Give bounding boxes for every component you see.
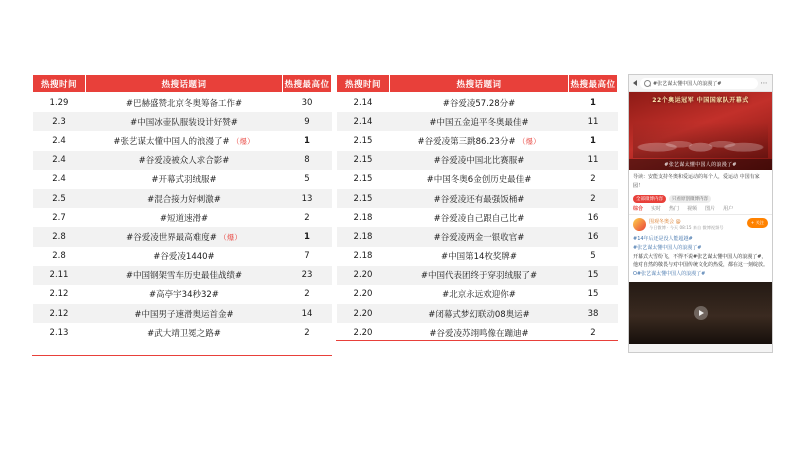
table-row bbox=[337, 189, 618, 208]
tab-热门[interactable]: 热门 bbox=[669, 206, 680, 212]
post-link[interactable]: O#张艺谋太懂中国人的浪漫了# bbox=[633, 271, 706, 277]
cell-rank: 13 bbox=[283, 189, 332, 208]
cell-rank: 9 bbox=[283, 112, 332, 131]
table-header-row bbox=[337, 75, 618, 93]
table-row bbox=[33, 112, 332, 131]
cell-date: 2.4 bbox=[33, 170, 86, 189]
tab-综合[interactable]: 综合 bbox=[633, 206, 644, 212]
cell-date: 2.12 bbox=[33, 304, 86, 323]
phone-screenshot bbox=[628, 74, 773, 353]
cell-rank: 2 bbox=[569, 189, 618, 208]
cell-date: 2.4 bbox=[33, 151, 86, 170]
cell-date: 2.20 bbox=[337, 285, 390, 304]
chip-original-weibo[interactable]: 只看原创微博内容 bbox=[669, 195, 711, 203]
cell-topic: #闭幕式梦幻联动08奥运# bbox=[390, 304, 569, 323]
table-row bbox=[33, 208, 332, 227]
cell-date: 2.15 bbox=[337, 170, 390, 189]
cell-date: 2.18 bbox=[337, 227, 390, 246]
avatar[interactable] bbox=[633, 218, 646, 231]
column-header-date: 热搜时间 bbox=[337, 75, 390, 93]
table-right-bottom-rule bbox=[336, 340, 618, 341]
cell-topic: #中国冰壶队服装设计好赞# bbox=[86, 112, 283, 131]
follow-button[interactable]: + 关注 bbox=[747, 218, 768, 228]
cell-rank: 11 bbox=[569, 112, 618, 131]
cell-date: 2.7 bbox=[33, 208, 86, 227]
hot-badge-icon: （爆） bbox=[216, 232, 242, 242]
cell-rank: 1 bbox=[569, 93, 618, 113]
table-row bbox=[33, 285, 332, 304]
cell-date: 2.15 bbox=[337, 131, 390, 150]
table-row bbox=[33, 131, 332, 150]
tab-实时[interactable]: 实时 bbox=[651, 206, 662, 212]
cell-date: 2.18 bbox=[337, 208, 390, 227]
table-row bbox=[337, 266, 618, 285]
post-meta: 今日微博 · 今天 08:15 来自 微博视频号 bbox=[649, 225, 724, 230]
table-row bbox=[33, 170, 332, 189]
cell-rank: 2 bbox=[283, 323, 332, 342]
cell-rank: 1 bbox=[283, 227, 332, 246]
cell-rank: 2 bbox=[569, 170, 618, 189]
lead-text: 导读：安能支持冬奥和爱运动的每个人，爱运动 中国有家园！ bbox=[629, 170, 772, 193]
table-row bbox=[33, 247, 332, 266]
video-thumbnail[interactable] bbox=[629, 282, 772, 344]
banner-title: 22个奥运冠军 中国国家队开幕式 bbox=[652, 97, 749, 104]
cell-rank: 15 bbox=[569, 285, 618, 304]
cell-date: 2.20 bbox=[337, 266, 390, 285]
table-row bbox=[33, 189, 332, 208]
table-row bbox=[337, 131, 618, 150]
hot-search-table-right bbox=[336, 74, 618, 342]
cell-rank: 15 bbox=[569, 266, 618, 285]
cell-rank: 2 bbox=[569, 323, 618, 342]
cell-topic: #开幕式羽绒服# bbox=[86, 170, 283, 189]
cell-rank: 16 bbox=[569, 208, 618, 227]
table-row bbox=[33, 151, 332, 170]
cell-topic: #张艺谋太懂中国人的浪漫了# （爆） bbox=[86, 131, 283, 150]
cell-date: 1.29 bbox=[33, 93, 86, 113]
cell-rank: 30 bbox=[283, 93, 332, 113]
cell-rank: 23 bbox=[283, 266, 332, 285]
cell-date: 2.12 bbox=[33, 285, 86, 304]
subtab-row bbox=[629, 203, 772, 215]
chip-row bbox=[629, 193, 772, 203]
cell-date: 2.11 bbox=[33, 266, 86, 285]
cell-date: 2.13 bbox=[33, 323, 86, 342]
table-row bbox=[33, 304, 332, 323]
table-row bbox=[33, 93, 332, 113]
cell-date: 2.8 bbox=[33, 227, 86, 246]
banner-image bbox=[629, 92, 772, 170]
tab-图片[interactable]: 图片 bbox=[705, 206, 716, 212]
cell-date: 2.8 bbox=[33, 247, 86, 266]
column-header-topic: 热搜话题词 bbox=[390, 75, 569, 93]
cell-date: 2.18 bbox=[337, 247, 390, 266]
table-row bbox=[33, 227, 332, 246]
post-body bbox=[629, 234, 772, 282]
table-row bbox=[33, 323, 332, 342]
cell-topic: #谷爱凌还有最强饭桶# bbox=[390, 189, 569, 208]
cell-topic: #中国第14枚奖牌# bbox=[390, 247, 569, 266]
cell-rank: 38 bbox=[569, 304, 618, 323]
search-icon bbox=[644, 80, 651, 87]
cell-topic: #中国冬奥6金创历史最佳# bbox=[390, 170, 569, 189]
table-row bbox=[337, 285, 618, 304]
cell-date: 2.15 bbox=[337, 151, 390, 170]
table-row bbox=[337, 151, 618, 170]
cell-rank: 1 bbox=[569, 131, 618, 150]
column-header-rank: 热搜最高位 bbox=[283, 75, 332, 93]
post-hashtag-2[interactable]: #张艺谋太懂中国人的浪漫了# bbox=[633, 244, 702, 251]
cell-topic: #中国代表团终于穿羽绒服了# bbox=[390, 266, 569, 285]
column-header-date: 热搜时间 bbox=[33, 75, 86, 93]
tab-用户[interactable]: 用户 bbox=[723, 206, 734, 212]
cell-rank: 1 bbox=[283, 131, 332, 150]
table-left-bottom-rule bbox=[32, 355, 332, 356]
cell-rank: 2 bbox=[283, 285, 332, 304]
cell-topic: #北京永远欢迎你# bbox=[390, 285, 569, 304]
post-author-block bbox=[649, 218, 744, 231]
chip-all-weibo[interactable]: 全部微博内容 bbox=[633, 195, 666, 203]
post-author-name[interactable]: 围观冬奥会 @ bbox=[649, 219, 681, 225]
cell-topic: #武大靖卫冕之路# bbox=[86, 323, 283, 342]
search-input-value: #张艺谋太懂中国人的浪漫了# bbox=[653, 80, 722, 87]
cell-topic: #短道速滑# bbox=[86, 208, 283, 227]
cell-topic: #中国男子速滑奥运首金# bbox=[86, 304, 283, 323]
cell-rank: 5 bbox=[283, 170, 332, 189]
banner-caption: #张艺谋太懂中国人的浪漫了# bbox=[629, 159, 772, 170]
banner-figures-graphic bbox=[633, 122, 768, 158]
table-row bbox=[337, 93, 618, 113]
cell-date: 2.20 bbox=[337, 304, 390, 323]
hot-badge-icon: （爆） bbox=[229, 136, 255, 146]
cell-date: 2.14 bbox=[337, 93, 390, 113]
cell-topic: #谷爱凌第三跳86.23分# （爆） bbox=[390, 131, 569, 150]
cell-rank: 11 bbox=[569, 151, 618, 170]
tab-视频[interactable]: 视频 bbox=[687, 206, 698, 212]
cell-date: 2.5 bbox=[33, 189, 86, 208]
table-row bbox=[337, 208, 618, 227]
cell-topic: #高亭宇34秒32# bbox=[86, 285, 283, 304]
cell-rank: 14 bbox=[283, 304, 332, 323]
cell-date: 2.15 bbox=[337, 189, 390, 208]
post-hashtag-1[interactable]: #14年后还是没人能超越# bbox=[633, 236, 693, 242]
table-row bbox=[337, 112, 618, 131]
cell-date: 2.3 bbox=[33, 112, 86, 131]
search-input[interactable] bbox=[640, 78, 758, 89]
table-row bbox=[337, 304, 618, 323]
cell-rank: 8 bbox=[283, 151, 332, 170]
cell-rank: 7 bbox=[283, 247, 332, 266]
cell-topic: #谷爱凌被众人求合影# bbox=[86, 151, 283, 170]
column-header-rank: 热搜最高位 bbox=[569, 75, 618, 93]
cell-topic: #谷爱凌自己跟自己比# bbox=[390, 208, 569, 227]
cell-topic: #谷爱凌57.28分# bbox=[390, 93, 569, 113]
cell-topic: #中国五金追平冬奥最佳# bbox=[390, 112, 569, 131]
cell-topic: #混合接力好刺激# bbox=[86, 189, 283, 208]
hot-badge-icon: （爆） bbox=[515, 136, 541, 146]
phone-search-bar bbox=[629, 75, 772, 92]
post-header bbox=[629, 215, 772, 234]
play-icon[interactable] bbox=[699, 310, 704, 316]
cell-topic: #中国钢架雪车历史最佳战绩# bbox=[86, 266, 283, 285]
cell-rank: 16 bbox=[569, 227, 618, 246]
more-options-icon[interactable]: ⋯ bbox=[760, 79, 768, 87]
cell-topic: #谷爱凌世界最高难度# （爆） bbox=[86, 227, 283, 246]
cell-rank: 5 bbox=[569, 247, 618, 266]
table-row bbox=[337, 170, 618, 189]
table-row bbox=[337, 227, 618, 246]
table-header-row bbox=[33, 75, 332, 93]
column-header-topic: 热搜话题词 bbox=[86, 75, 283, 93]
post-text: 开幕式大雪纷飞，不得不说#张艺谋太懂中国人的浪漫了#，他对自然的敬畏与对中国传统文化的热爱，都在这一刻绽放。 bbox=[633, 253, 769, 269]
cell-topic: #谷爱凌苏翊鸣像在蹦迪# bbox=[390, 323, 569, 342]
table-row bbox=[33, 266, 332, 285]
back-chevron-icon[interactable] bbox=[633, 80, 637, 86]
cell-topic: #谷爱凌1440# bbox=[86, 247, 283, 266]
cell-topic: #谷爱凌中国北比赛服# bbox=[390, 151, 569, 170]
cell-rank: 2 bbox=[283, 208, 332, 227]
cell-topic: #巴赫盛赞北京冬奥筹备工作# bbox=[86, 93, 283, 113]
cell-date: 2.20 bbox=[337, 323, 390, 342]
hot-search-table-left bbox=[32, 74, 332, 342]
cell-topic: #谷爱凌两金一银收官# bbox=[390, 227, 569, 246]
cell-date: 2.14 bbox=[337, 112, 390, 131]
cell-date: 2.4 bbox=[33, 131, 86, 150]
table-row bbox=[337, 247, 618, 266]
